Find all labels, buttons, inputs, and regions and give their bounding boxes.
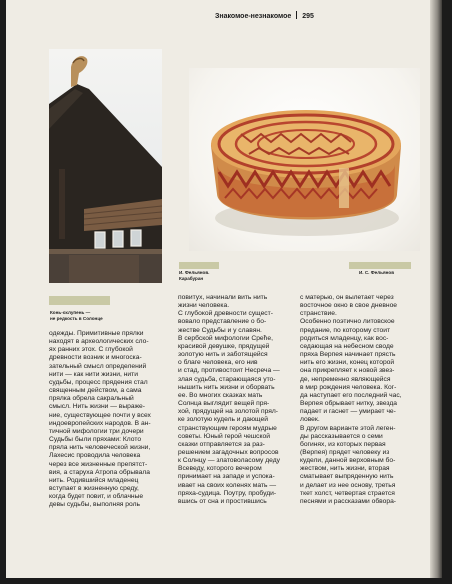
caption-marker-photographer	[349, 262, 411, 269]
section-title: Знакомое-незнакомое	[215, 13, 292, 20]
wooden-house-photo	[49, 49, 162, 283]
caption-marker-box	[179, 262, 219, 269]
page-number: 295	[302, 13, 314, 20]
caption-left: Конь-охлупень — не редкость в Солонце	[50, 310, 103, 322]
header-separator	[296, 11, 297, 19]
book-spine-shadow	[430, 0, 442, 578]
caption-marker-left	[49, 296, 110, 305]
book-page	[6, 0, 442, 578]
text-column-3: с матерью, он вылетает через восточное окно в свое дневное странствие. Особенно поэтично литовское предание, по которому стоит родиться младенцу, как вос- седающая на небесном своде пряха Верпея начинает прясть нить его жизни, конец которой она прикрепляет к новой звез- де, непременно являющейся в мир рождения человека. Ког- да наступает его последний час, Верпея обрывает нитку, звезда падает и гаснет — умирает че- ловек. В другом варианте этой леген- ды рассказывается о семи богинях, из которых первая (Верпея) прядет человеку из кудели, данной верховным бо- жеством, нить жизни, вторая сматывает выпряденную нить и делает из нее основу, третья ткет холст, четвертая страется песнями и рассказами обвора-	[300, 294, 402, 505]
text-column-2: повитух, начинали вить нить жизни человека. С глубокой древности сущест- вовало представление о бо- жестве Судьбы и у славян. В сербской мифологии Среће, красивой девушке, прядущей золотую нить и заботящейся о благе человека, его нив и стад, противостоит Несреча — злая судьба, старающаяся уто- нышить нить жизни и оборвать ее. Во многих сказках мать Солнца выглядит вещей пря- хой, прядущей на золотой прял- ке золотую кудель и дающей странствующим героям мудрые советы. Юный герой чешской сказки отправляется за раз- решением загадочных вопросов к Солнцу — златоволасому деду Всеведу, которого вечером принимает на западе и успока- ивает на своих коленях мать — пряха-судица. Поутру, пробуди- вшись от сна и простившись	[178, 294, 280, 505]
caption-box: И. Фельянов. Карабуран	[179, 270, 210, 282]
text-column-1: одежды. Примитивные прялки находят в археологических сло- ях ранних этох. С глубокой древности возник и многоска- зательный смысл определений нити — как нити жизни, нити судьбы, процесс прядения стал священным действом, а сама прялка обрела сакральный смысл. Нить жизни — выраже- ние, существующее почти у всех индоевропейских народов. В ан- тичной мифологии три дочери Судьбы были пряхами: Клото пряла нить человеческой жизни, Лахесис проводила человека через все жизненные препятст- вия, а старуха Атропа обрывала нить. Родившийся младенец вступает в жизненную среду, когда будет повит, и облачные девы судьбы, выполняя роль	[49, 330, 151, 509]
caption-photographer: И. С. Фельянов	[359, 270, 395, 275]
birch-bark-box-illustration	[189, 68, 420, 251]
running-header	[215, 11, 314, 20]
birch-bark-box-photo	[189, 68, 420, 251]
